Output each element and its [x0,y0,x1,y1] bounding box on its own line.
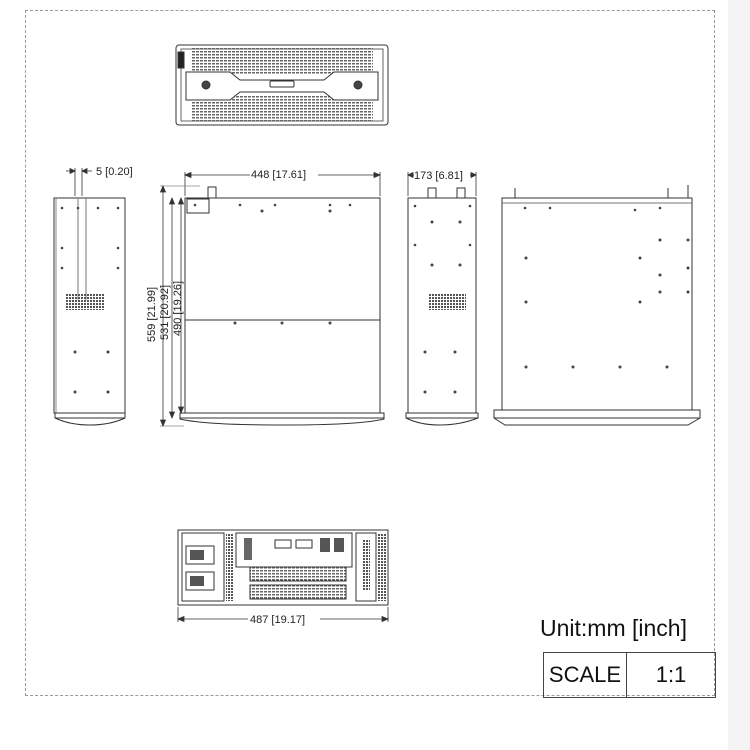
mid-depth-dimension: 531 [20.92] [159,284,171,340]
right-side-view [406,188,478,425]
unit-label: Unit:mm [inch] [540,615,687,641]
top-view [180,187,384,425]
scale-box [543,652,716,698]
rear-width-dimension: 487 [19.17] [250,614,306,626]
width-dimension: 448 [17.61] [251,169,307,181]
scale-label: SCALE [544,653,627,697]
margin-dimension: 5 [0.20] [96,166,133,178]
overall-depth-dimension: 559 [21.99] [146,286,158,342]
scale-value: 1:1 [655,662,687,687]
rear-view [178,530,388,605]
left-side-view [54,198,125,425]
front-view [176,45,388,125]
side-width-dimension: 173 [6.81] [414,170,463,182]
bottom-view [494,185,700,425]
body-depth-dimension: 490 [19.26] [172,280,184,336]
dimension-lines [66,168,476,622]
